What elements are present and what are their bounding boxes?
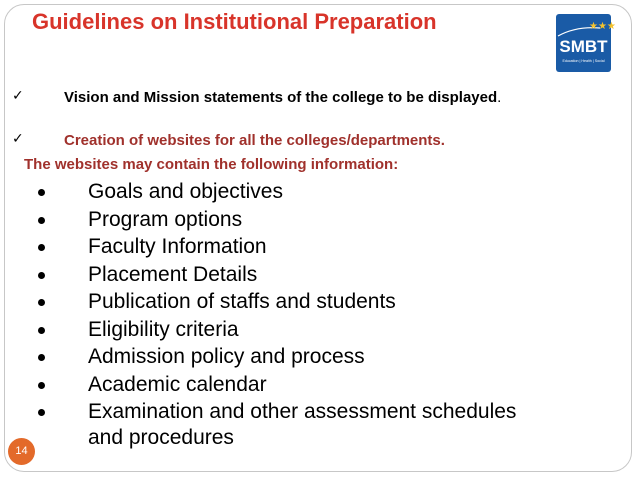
websites-intro: The websites may contain the following information: [24,156,399,173]
bullet-dot-icon [38,382,45,389]
logo-tagline: Education | Health | Social [562,59,605,63]
check-item-text: Creation of websites for all the colleges/departments. [64,132,445,149]
smbt-logo [556,14,616,72]
check-item-suffix: . [497,89,502,106]
check-icon: ✓ [12,131,24,147]
bullet-dot-icon [38,354,45,361]
page-number-badge: 14 [8,438,35,465]
logo-text: SMBT [559,37,608,56]
bullet-dot-icon [38,217,45,224]
bullet-dot-icon [38,409,45,416]
bullet-dot-icon [38,327,45,334]
bullet-dot-icon [38,244,45,251]
logo-stars: ★★★ [589,21,616,32]
slide: Guidelines on Institutional Preparation ★★★ SMBT Education | Health | Social ✓ Vision and Mission statements of the college to be displayed. ✓ Creation of websites for all the colleges/departments. The websites may contain the following information: Goals and objectives Program options Faculty Information Placement Details Publication of staffs and students Eligibility criteria Admission policy and process Academic calendar Examination and other assessment schedules and procedures 14 [0,0,638,478]
check-icon: ✓ [12,88,24,104]
bullet-dot-icon [38,299,45,306]
slide-title: Guidelines on Institutional Preparation [32,9,437,34]
bullet-dot-icon [38,272,45,279]
smbt-logo-graphic [556,14,616,72]
bullet-dot-icon [38,189,45,196]
check-item-text: Vision and Mission statements of the college to be displayed [64,89,498,106]
